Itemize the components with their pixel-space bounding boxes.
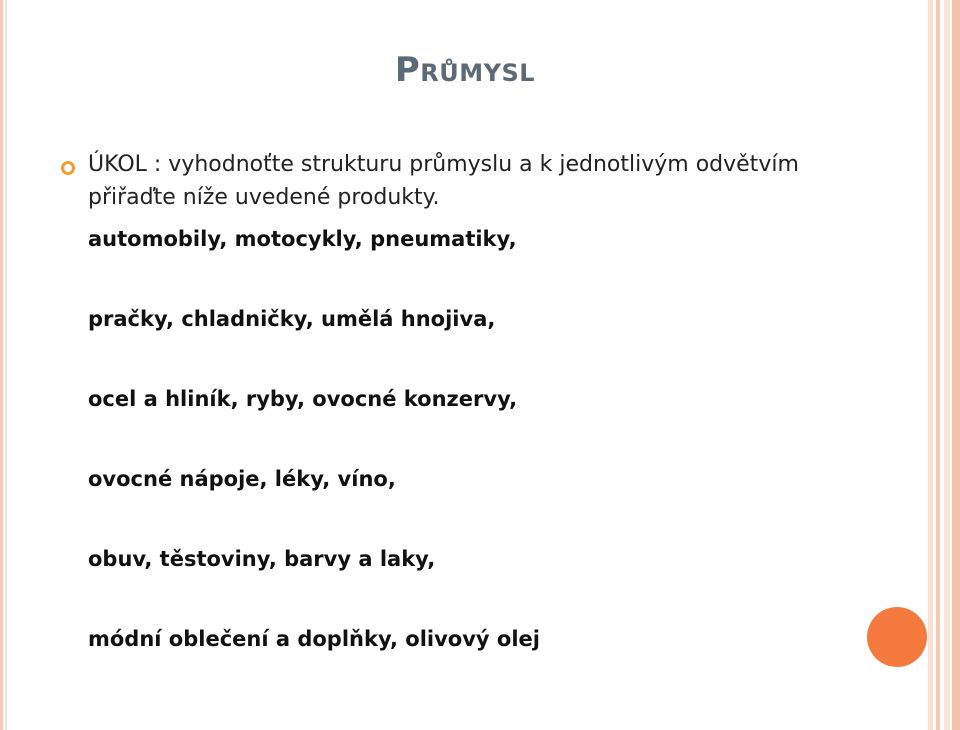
left-decor-stripe <box>0 0 3 730</box>
right-decor-stripe <box>928 0 933 730</box>
right-decor-stripe <box>944 0 950 730</box>
right-decor-stripe <box>936 0 940 730</box>
product-line: ocel a hliník, ryby, ovocné konzervy, <box>88 387 518 411</box>
product-line: módní oblečení a doplňky, olivový olej <box>88 627 540 651</box>
task-text: ÚKOL : vyhodnoťte strukturu průmyslu a k jednotlivým odvětvím přiřaďte níže uvedené produkty. <box>88 152 799 210</box>
product-line: pračky, chladničky, umělá hnojiva, <box>88 307 496 331</box>
product-list <box>88 222 878 702</box>
product-line: automobily, motocykly, pneumatiky, <box>88 227 517 251</box>
product-line: obuv, těstoviny, barvy a laky, <box>88 547 436 571</box>
slide-title: Průmysl <box>394 50 536 90</box>
orange-accent-circle <box>867 607 927 667</box>
left-decor-stripe <box>5 0 7 730</box>
product-line: ovocné nápoje, léky, víno, <box>88 467 396 491</box>
bullet-circle-icon <box>60 160 76 176</box>
right-decor-stripe <box>952 0 960 730</box>
